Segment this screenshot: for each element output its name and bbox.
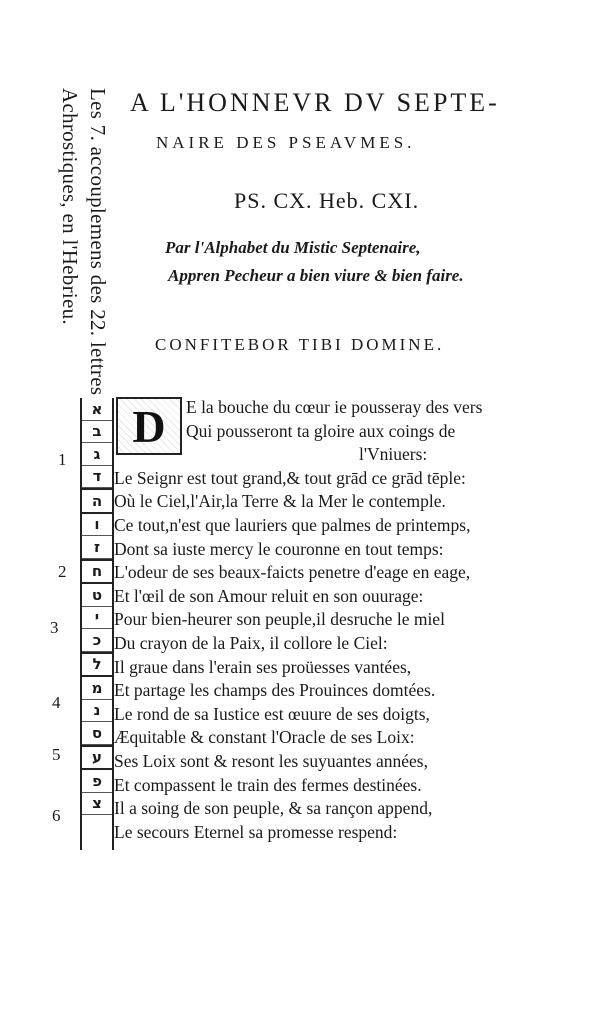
side-note-line-1: Les 7. accouplemens des 22. lettres — [86, 88, 110, 396]
hebrew-letter: ע — [82, 745, 112, 771]
verse-line: Il a soing de son peuple, & sa rançon append, — [114, 798, 433, 819]
decorated-initial: D — [116, 397, 182, 455]
hebrew-letter: ל — [82, 652, 112, 678]
side-note-acrostic — [52, 88, 112, 396]
hebrew-letter: כ — [82, 629, 112, 652]
hebrew-letter: ד — [82, 466, 112, 489]
pair-number: 6 — [52, 806, 61, 825]
hebrew-letter: מ — [82, 677, 112, 700]
heading-line-1: A L'HONNEVR DV SEPTE- — [130, 88, 500, 117]
verse-line: Le Seignr est tout grand,& tout grād ce grād tēple: — [114, 467, 466, 488]
hebrew-letter: צ — [82, 793, 112, 816]
verse-line: Et l'œil de son Amour reluit en son ouurage: — [114, 585, 424, 606]
hebrew-letter-column — [80, 398, 114, 850]
hebrew-letter: ס — [82, 722, 112, 745]
verse-line: Pour bien-heurer son peuple,il desruche le miel — [114, 609, 445, 630]
hebrew-letter: ט — [82, 584, 112, 607]
pair-number: 1 — [58, 450, 67, 469]
hebrew-letter: ב — [82, 421, 112, 444]
verse-line: Où le Ciel,l'Air,la Terre & la Mer le contemple. — [114, 491, 446, 512]
hebrew-letter: ה — [82, 488, 112, 514]
hebrew-letter: ז — [82, 536, 112, 559]
verse-line: Le rond de sa Iustice est œuure de ses doigts, — [114, 703, 430, 724]
hebrew-letter: ח — [82, 559, 112, 585]
motto-line-1: Par l'Alphabet du Mistic Septenaire, — [165, 238, 421, 257]
verse-line: Du crayon de la Paix, il collore le Ciel: — [114, 632, 388, 653]
verse-line: Et partage les champs des Prouinces domtées. — [114, 680, 436, 701]
verse-line: l'Vniuers: — [359, 444, 428, 465]
pair-number: 3 — [50, 618, 59, 637]
hebrew-letter: פ — [82, 770, 112, 793]
hebrew-letter: י — [82, 607, 112, 630]
incipit: CONFITEBOR TIBI DOMINE. — [155, 335, 445, 354]
psalm-verses — [114, 396, 599, 844]
psalm-reference: PS. CX. Heb. CXI. — [234, 188, 420, 213]
motto-line-2: Appren Pecheur a bien viure & bien faire. — [168, 266, 464, 285]
heading-line-2: NAIRE DES PSEAVMES. — [156, 133, 416, 152]
verse-line: L'odeur de ses beaux-faicts penetre d'eage en eage, — [114, 562, 471, 583]
verse-line: Le secours Eternel sa promesse respend: — [114, 821, 398, 842]
hebrew-letter: א — [82, 398, 112, 421]
verse-line: Il graue dans l'erain ses proüesses vantées, — [114, 656, 412, 677]
side-note-line-2: Achrostiques, en l'Hebrieu. — [58, 88, 82, 325]
hebrew-letter: ג — [82, 443, 112, 466]
verse-line: Qui pousseront ta gloire aux coings de — [186, 420, 456, 441]
pair-number: 2 — [58, 562, 67, 581]
verse-line: Ce tout,n'est que lauriers que palmes de printemps, — [114, 514, 471, 535]
verse-line: Et compassent le train des fermes destinées. — [114, 774, 422, 795]
pair-number: 4 — [52, 693, 61, 712]
hebrew-letter: נ — [82, 700, 112, 723]
verse-line: Ses Loix sont & resont les suyuantes années, — [114, 750, 428, 771]
hebrew-letter: ו — [82, 514, 112, 537]
verse-line: Æquitable & constant l'Oracle de ses Loix: — [114, 727, 415, 748]
verse-line: E la bouche du cœur ie pousseray des vers — [186, 397, 483, 417]
verse-line: Dont sa iuste mercy le couronne en tout temps: — [114, 538, 444, 559]
pair-number: 5 — [52, 745, 61, 764]
